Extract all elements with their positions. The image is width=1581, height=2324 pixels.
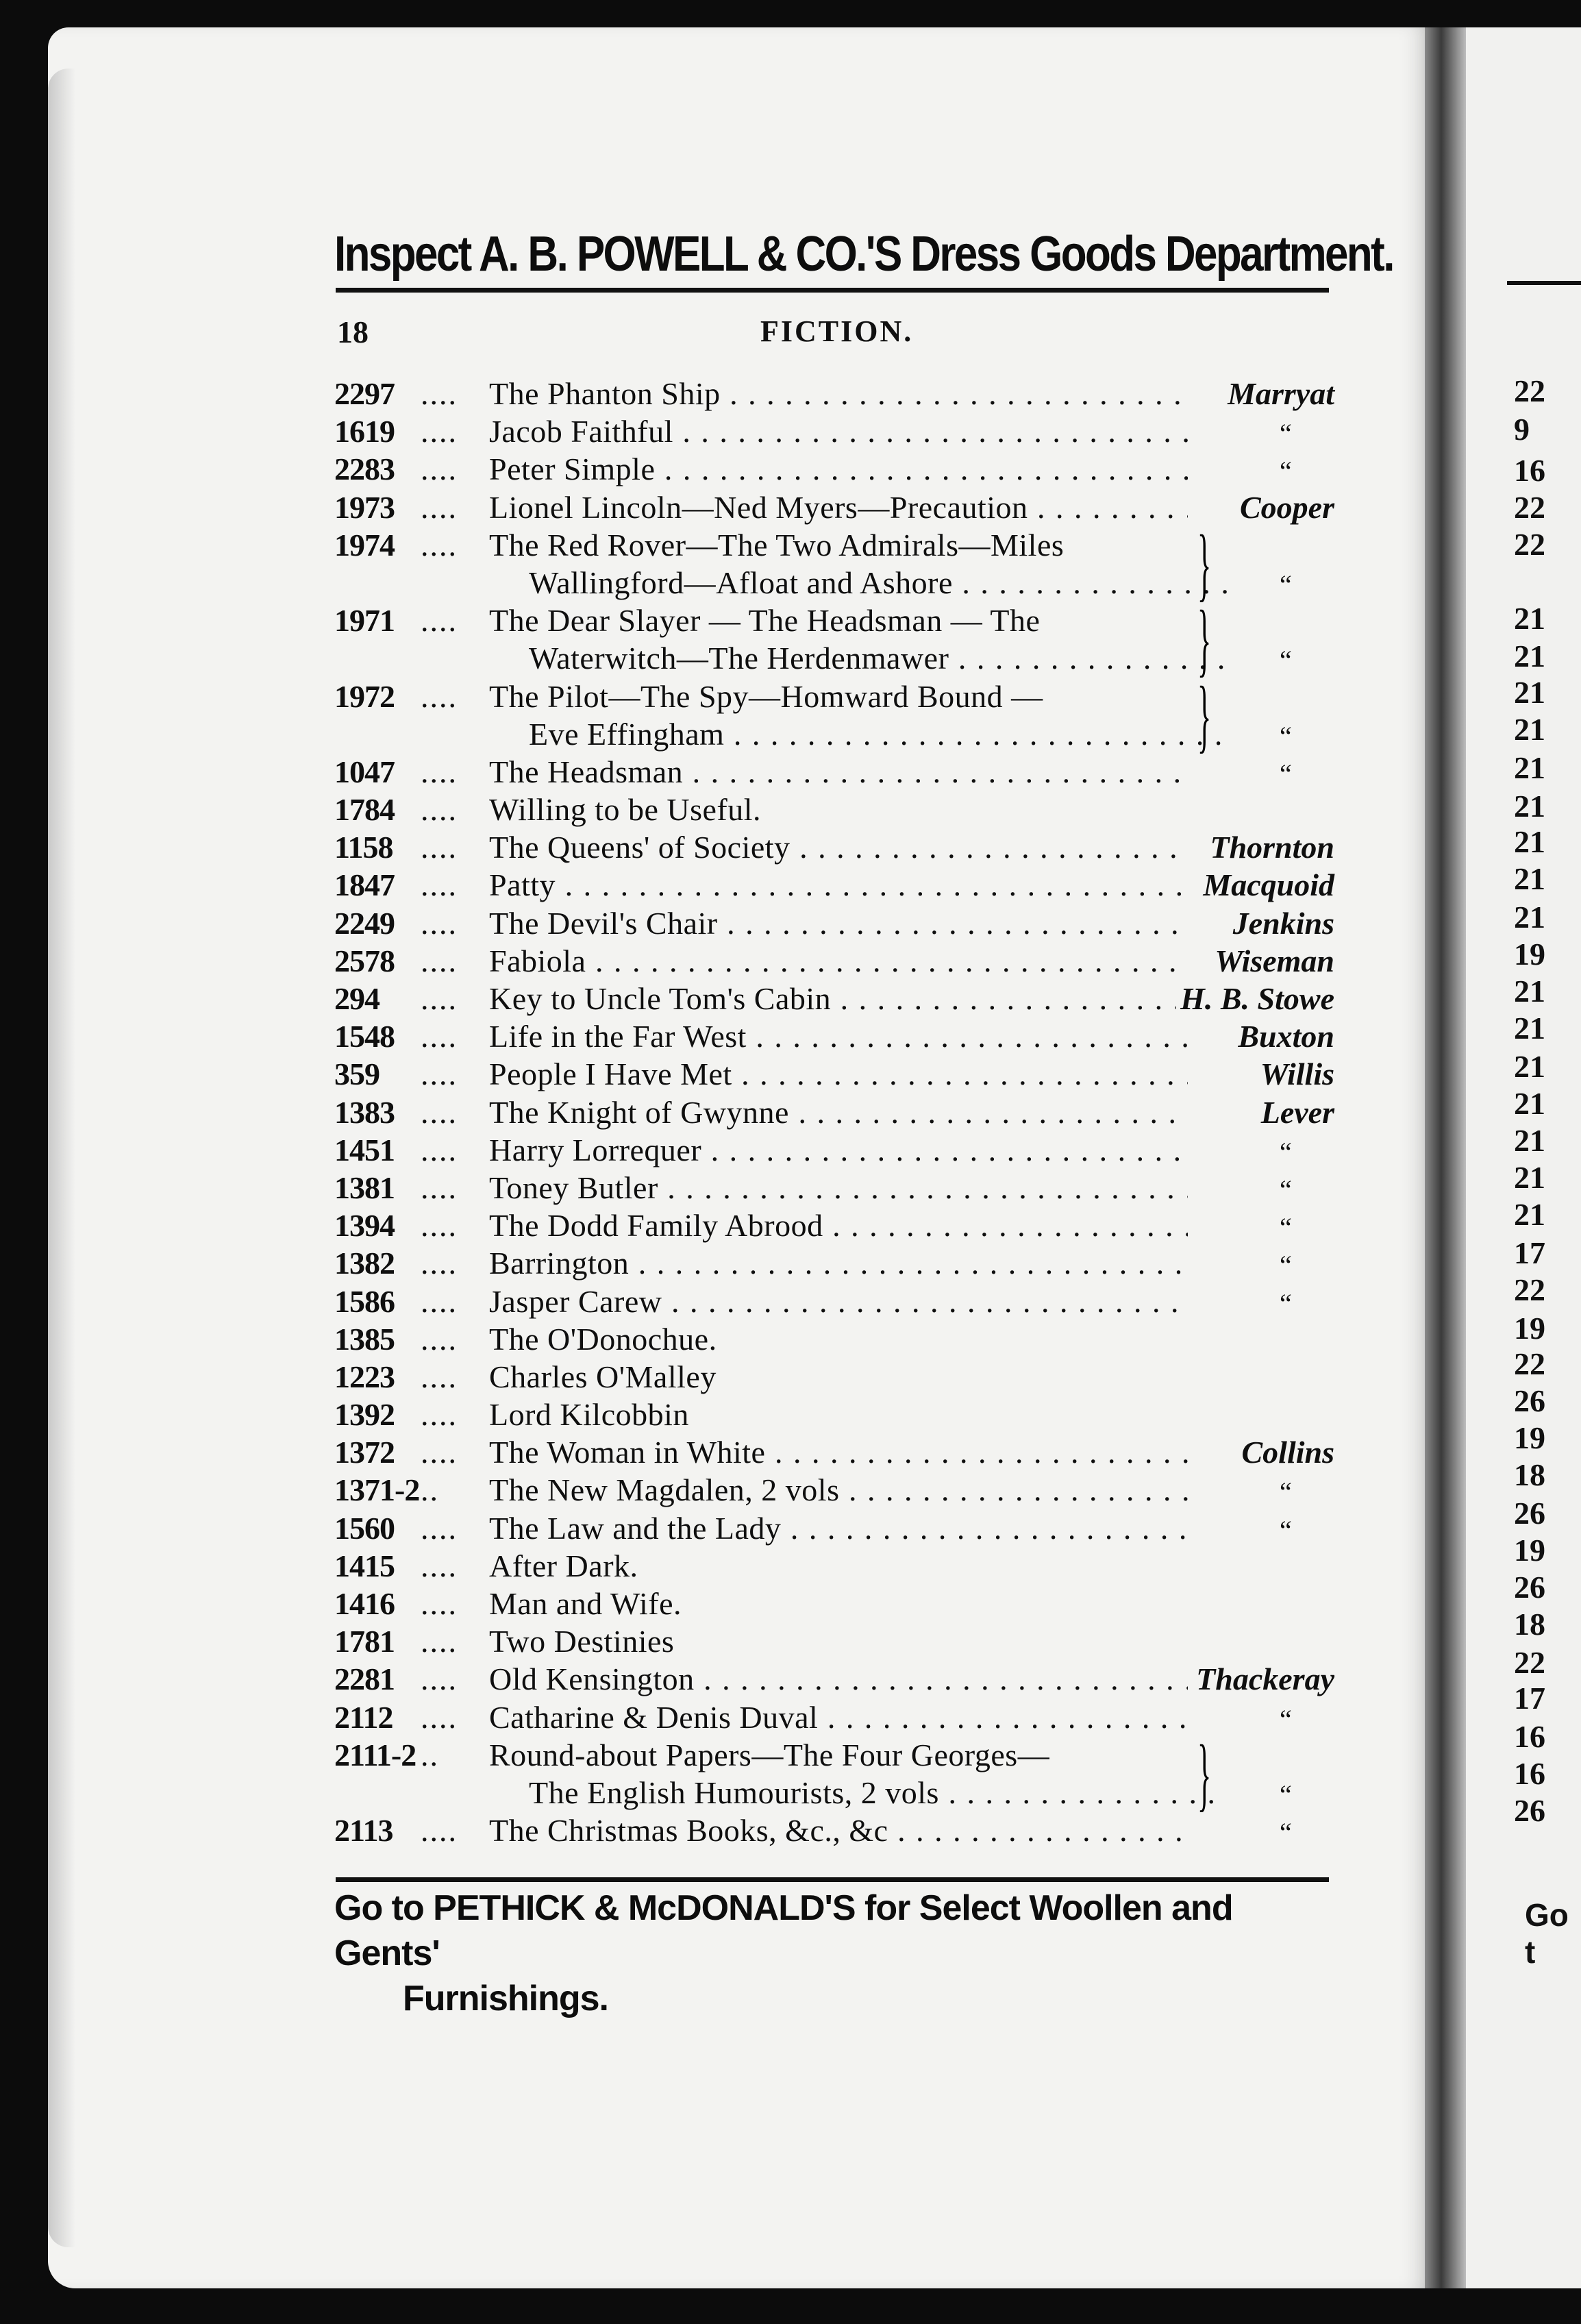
catalogue-number: 1586 — [334, 1283, 395, 1319]
book-title: Patty . . . — [489, 867, 1188, 903]
facing-page-number: 26 — [1514, 1793, 1545, 1828]
catalogue-entry — [334, 716, 1334, 754]
catalogue-number: 2281 — [334, 1661, 395, 1697]
brace-mark: } — [1197, 517, 1212, 609]
book-title: Round-about Papers—The Four Georges— — [489, 1737, 1050, 1772]
catalogue-number: 2112 — [334, 1699, 393, 1735]
book-title: The Queens' of Society . . . — [489, 829, 1188, 865]
catalogue-number: 1223 — [334, 1359, 395, 1394]
catalogue-number: 2578 — [334, 943, 395, 978]
catalogue-number: 294 — [334, 981, 379, 1016]
facing-page-number: 16 — [1514, 1756, 1545, 1791]
catalogue-entry — [334, 1094, 1334, 1132]
facing-page-number: 22 — [1514, 527, 1545, 562]
facing-page-rule — [1507, 281, 1581, 285]
catalogue-entry — [334, 1170, 1334, 1207]
facing-page-number: 21 — [1514, 1197, 1545, 1232]
catalogue-entry — [334, 1737, 1334, 1775]
book-title: Man and Wife. — [489, 1586, 682, 1621]
leader-dots: .... — [421, 792, 458, 828]
book-title: Barrington . . . — [489, 1245, 1188, 1281]
facing-page-number: 21 — [1514, 750, 1545, 785]
catalogue-entry — [334, 943, 1334, 980]
facing-page-number: 22 — [1514, 1272, 1545, 1307]
author-name: Marryat — [1223, 375, 1334, 412]
leader-dots: .... — [421, 1246, 458, 1281]
facing-page-number: 9 — [1514, 412, 1530, 447]
author-name: Cooper — [1236, 489, 1334, 526]
leader-dots: .... — [421, 981, 458, 1016]
leader-dots: .... — [421, 905, 458, 941]
facing-page-number: 21 — [1514, 824, 1545, 859]
advertisement-line-2: Furnishings. — [403, 1979, 608, 2018]
author-name: Willis — [1256, 1056, 1334, 1092]
leader-dots: .... — [421, 1435, 458, 1470]
leader-dots: .... — [421, 1624, 458, 1659]
catalogue-entry — [334, 1132, 1334, 1170]
catalogue-entry — [334, 1548, 1334, 1585]
catalogue-number: 1381 — [334, 1170, 395, 1205]
leader-dots: .... — [421, 1056, 458, 1092]
catalogue-list — [334, 375, 1334, 1850]
facing-page-number: 26 — [1514, 1383, 1545, 1418]
book-title: Life in the Far West . . . — [489, 1018, 1188, 1054]
catalogue-number: 1382 — [334, 1246, 395, 1281]
catalogue-number: 359 — [334, 1056, 379, 1092]
author-name: Thackeray — [1192, 1661, 1334, 1697]
catalogue-entry — [334, 867, 1334, 904]
ditto-mark: “ — [1280, 1703, 1292, 1735]
facing-page-number: 21 — [1514, 639, 1545, 673]
catalogue-entry — [334, 565, 1334, 602]
catalogue-number: 1974 — [334, 527, 395, 563]
brace-mark: } — [1197, 593, 1212, 685]
facing-page-number: 21 — [1514, 675, 1545, 710]
catalogue-number: 1047 — [334, 754, 395, 789]
footer-rule — [336, 1877, 1329, 1882]
leader-dots: .... — [421, 527, 458, 563]
facing-page-number: 18 — [1514, 1607, 1545, 1642]
leader-dots: .... — [421, 867, 458, 903]
book-title: After Dark. — [489, 1548, 638, 1583]
book-title: Eve Effingham . . . — [529, 716, 1228, 752]
facing-page-number: 21 — [1514, 1049, 1545, 1084]
facing-page-number: 19 — [1514, 1311, 1545, 1346]
leader-dots: .... — [421, 1586, 458, 1621]
book-title: The Dodd Family Abrood . . . — [489, 1207, 1188, 1244]
leader-dots: .... — [421, 489, 458, 525]
catalogue-number: 1973 — [334, 489, 395, 525]
book-title: Lionel Lincoln—Ned Myers—Precaution . . . — [489, 489, 1188, 526]
catalogue-number: 1847 — [334, 867, 395, 903]
leader-dots: .... — [421, 414, 458, 449]
catalogue-entry — [334, 1661, 1334, 1698]
ditto-mark: “ — [1280, 569, 1292, 600]
ditto-mark: “ — [1280, 1514, 1292, 1546]
facing-page-number: 26 — [1514, 1570, 1545, 1605]
leader-dots: .... — [421, 1208, 458, 1244]
facing-page-footer: Go t — [1525, 1897, 1569, 1970]
book-title: Waterwitch—The Herdenmawer . . . — [529, 640, 1228, 676]
bottom-advertisement — [334, 1886, 1334, 2021]
catalogue-number: 1548 — [334, 1019, 395, 1054]
leader-dots: .... — [421, 678, 458, 714]
catalogue-entry — [334, 489, 1334, 527]
advertisement-line-1: Go to PETHICK & McDONALD'S for Select Woollen and Gents' — [334, 1888, 1233, 1973]
book-title: Catharine & Denis Duval . . . — [489, 1699, 1188, 1735]
catalogue-number: 2113 — [334, 1813, 393, 1849]
book-title: The English Humourists, 2 vols . . . — [529, 1775, 1228, 1811]
catalogue-entry — [334, 678, 1334, 716]
leader-dots: .... — [421, 1283, 458, 1319]
author-name: H. B. Stowe — [1176, 980, 1334, 1017]
author-name: Buxton — [1234, 1018, 1334, 1054]
facing-page-number: 17 — [1514, 1235, 1545, 1270]
top-advertisement: Inspect A. B. POWELL & CO.'S Dress Goods Department. — [334, 227, 1393, 282]
catalogue-entry — [334, 905, 1334, 943]
catalogue-entry — [334, 1056, 1334, 1093]
facing-page-number: 16 — [1514, 453, 1545, 488]
author-name: Jenkins — [1229, 905, 1334, 941]
catalogue-entry — [334, 1245, 1334, 1283]
catalogue-entry — [334, 602, 1334, 640]
ditto-mark: “ — [1280, 418, 1292, 449]
book-title: The New Magdalen, 2 vols . . . — [489, 1472, 1188, 1508]
catalogue-number: 1971 — [334, 603, 395, 639]
leader-dots: .... — [421, 1813, 458, 1849]
facing-page-number: 21 — [1514, 861, 1545, 896]
facing-page-number: 22 — [1514, 373, 1545, 408]
page-number: 18 — [337, 314, 369, 349]
book-title: People I Have Met . . . — [489, 1056, 1188, 1092]
book-title: Lord Kilcobbin — [489, 1397, 689, 1433]
book-title: The Red Rover—The Two Admirals—Miles — [489, 527, 1065, 563]
catalogue-number: 1383 — [334, 1094, 395, 1130]
facing-page-number: 21 — [1514, 900, 1545, 935]
book-title: Toney Butler . . . — [489, 1170, 1188, 1206]
facing-page-number: 17 — [1514, 1681, 1545, 1716]
leader-dots: .... — [421, 1510, 458, 1546]
book-title: The Headsman . . . — [489, 754, 1188, 790]
book-title: The Phanton Ship . . . — [489, 375, 1188, 412]
catalogue-entry — [334, 1775, 1334, 1812]
book-title: The O'Donochue. — [489, 1321, 717, 1357]
catalogue-number: 1415 — [334, 1548, 395, 1583]
author-name: Thornton — [1206, 829, 1334, 865]
ditto-mark: “ — [1280, 1817, 1292, 1849]
facing-page-number: 21 — [1514, 1086, 1545, 1121]
facing-page-number: 26 — [1514, 1496, 1545, 1531]
leader-dots: .... — [421, 1548, 458, 1583]
facing-page-number: 22 — [1514, 490, 1545, 525]
catalogue-number: 2111-2 — [334, 1737, 416, 1772]
book-title: The Law and the Lady . . . — [489, 1510, 1188, 1546]
catalogue-entry — [334, 1585, 1334, 1623]
ditto-mark: “ — [1280, 1136, 1292, 1167]
ditto-mark: “ — [1280, 1250, 1292, 1281]
ditto-mark: “ — [1280, 456, 1292, 487]
catalogue-entry — [334, 413, 1334, 451]
facing-page-number: 19 — [1514, 1533, 1545, 1568]
book-title: Wallingford—Afloat and Ashore . . . — [529, 565, 1228, 601]
facing-page-number: 21 — [1514, 712, 1545, 747]
facing-page-number: 19 — [1514, 1420, 1545, 1455]
leader-dots: .... — [421, 754, 458, 789]
catalogue-entry — [334, 640, 1334, 678]
book-title: The Knight of Gwynne . . . — [489, 1094, 1188, 1130]
leader-dots: .... — [421, 1132, 458, 1167]
catalogue-number: 1560 — [334, 1510, 395, 1546]
leader-dots: .... — [421, 1170, 458, 1205]
ditto-mark: “ — [1280, 1476, 1292, 1508]
catalogue-number: 1371-2 — [334, 1472, 420, 1508]
leader-dots: .. — [421, 1737, 439, 1772]
book-title: Old Kensington . . . — [489, 1661, 1188, 1697]
book-title: The Dear Slayer — The Headsman — The — [489, 603, 1041, 639]
book-title: Harry Lorrequer . . . — [489, 1132, 1188, 1168]
facing-page-number: 22 — [1514, 1645, 1545, 1680]
leader-dots: .... — [421, 1699, 458, 1735]
book-title: Willing to be Useful. — [489, 792, 762, 828]
book-gutter — [1425, 27, 1466, 2288]
catalogue-number: 1781 — [334, 1624, 395, 1659]
brace-mark: } — [1197, 1728, 1212, 1820]
catalogue-entry — [334, 1699, 1334, 1737]
book-title: Jasper Carew . . . — [489, 1283, 1188, 1320]
catalogue-number: 2297 — [334, 376, 395, 411]
facing-page-number: 21 — [1514, 601, 1545, 636]
catalogue-entry — [334, 791, 1334, 829]
section-title: FICTION. — [760, 314, 914, 348]
catalogue-entry — [334, 1018, 1334, 1056]
catalogue-entry — [334, 754, 1334, 791]
catalogue-entry — [334, 1283, 1334, 1321]
catalogue-number: 1372 — [334, 1435, 395, 1470]
catalogue-number: 1416 — [334, 1586, 395, 1621]
book-title: The Devil's Chair . . . — [489, 905, 1188, 941]
catalogue-entry — [334, 1396, 1334, 1434]
book-title: Jacob Faithful . . . — [489, 413, 1188, 449]
leader-dots: .. — [421, 1472, 439, 1508]
facing-page-number: 21 — [1514, 1123, 1545, 1158]
ditto-mark: “ — [1280, 1287, 1292, 1319]
ditto-mark: “ — [1280, 645, 1292, 676]
catalogue-number: 1784 — [334, 792, 395, 828]
catalogue-number: 1451 — [334, 1132, 395, 1167]
book-title: Peter Simple . . . — [489, 451, 1188, 487]
brace-mark: } — [1197, 669, 1212, 761]
author-name: Wiseman — [1210, 943, 1334, 979]
leader-dots: .... — [421, 1661, 458, 1697]
facing-page-number: 21 — [1514, 789, 1545, 824]
book-title: Fabiola . . . — [489, 943, 1188, 979]
catalogue-number: 1619 — [334, 414, 395, 449]
facing-page-number: 16 — [1514, 1719, 1545, 1754]
facing-page-number: 19 — [1514, 937, 1545, 972]
facing-page-number: 18 — [1514, 1457, 1545, 1492]
catalogue-entry — [334, 829, 1334, 867]
catalogue-number: 1392 — [334, 1397, 395, 1433]
leader-dots: .... — [421, 1397, 458, 1433]
ditto-mark: “ — [1280, 1212, 1292, 1244]
catalogue-entry — [334, 1321, 1334, 1359]
ditto-mark: “ — [1280, 720, 1292, 752]
ditto-mark: “ — [1280, 758, 1292, 789]
catalogue-entry — [334, 1510, 1334, 1548]
catalogue-number: 1394 — [334, 1208, 395, 1244]
catalogue-entry — [334, 451, 1334, 489]
leader-dots: .... — [421, 1019, 458, 1054]
book-title: Charles O'Malley — [489, 1359, 717, 1394]
author-name: Collins — [1237, 1434, 1334, 1470]
book-title: Two Destinies — [489, 1624, 675, 1659]
catalogue-entry — [334, 1623, 1334, 1661]
facing-page-number: 21 — [1514, 1160, 1545, 1195]
leader-dots: .... — [421, 1359, 458, 1394]
catalogue-entry — [334, 1359, 1334, 1396]
facing-page-number: 22 — [1514, 1346, 1545, 1381]
book-title: Key to Uncle Tom's Cabin . . . — [489, 980, 1188, 1017]
author-name: Macquoid — [1199, 867, 1334, 903]
header-rule — [336, 288, 1329, 293]
ditto-mark: “ — [1280, 1779, 1292, 1810]
catalogue-number: 1158 — [334, 830, 393, 865]
catalogue-entry — [334, 1207, 1334, 1245]
book-title: The Pilot—The Spy—Homward Bound — — [489, 678, 1043, 714]
catalogue-number: 1972 — [334, 678, 395, 714]
catalogue-number: 2249 — [334, 905, 395, 941]
leader-dots: .... — [421, 376, 458, 411]
leader-dots: .... — [421, 1094, 458, 1130]
leader-dots: .... — [421, 452, 458, 487]
catalogue-entry — [334, 1434, 1334, 1472]
leader-dots: .... — [421, 830, 458, 865]
facing-page-number: 21 — [1514, 974, 1545, 1009]
catalogue-entry — [334, 980, 1334, 1018]
book-title: The Christmas Books, &c., &c . . . — [489, 1812, 1188, 1849]
catalogue-entry — [334, 375, 1334, 413]
ditto-mark: “ — [1280, 1174, 1292, 1205]
leader-dots: .... — [421, 603, 458, 639]
book-title: The Woman in White . . . — [489, 1434, 1188, 1470]
author-name: Lever — [1257, 1094, 1334, 1130]
leader-dots: .... — [421, 1321, 458, 1357]
catalogue-entry — [334, 1472, 1334, 1509]
catalogue-number: 1385 — [334, 1321, 395, 1357]
leader-dots: .... — [421, 943, 458, 978]
facing-page-number: 21 — [1514, 1011, 1545, 1046]
catalogue-number: 2283 — [334, 452, 395, 487]
catalogue-entry — [334, 1812, 1334, 1850]
catalogue-entry — [334, 527, 1334, 565]
